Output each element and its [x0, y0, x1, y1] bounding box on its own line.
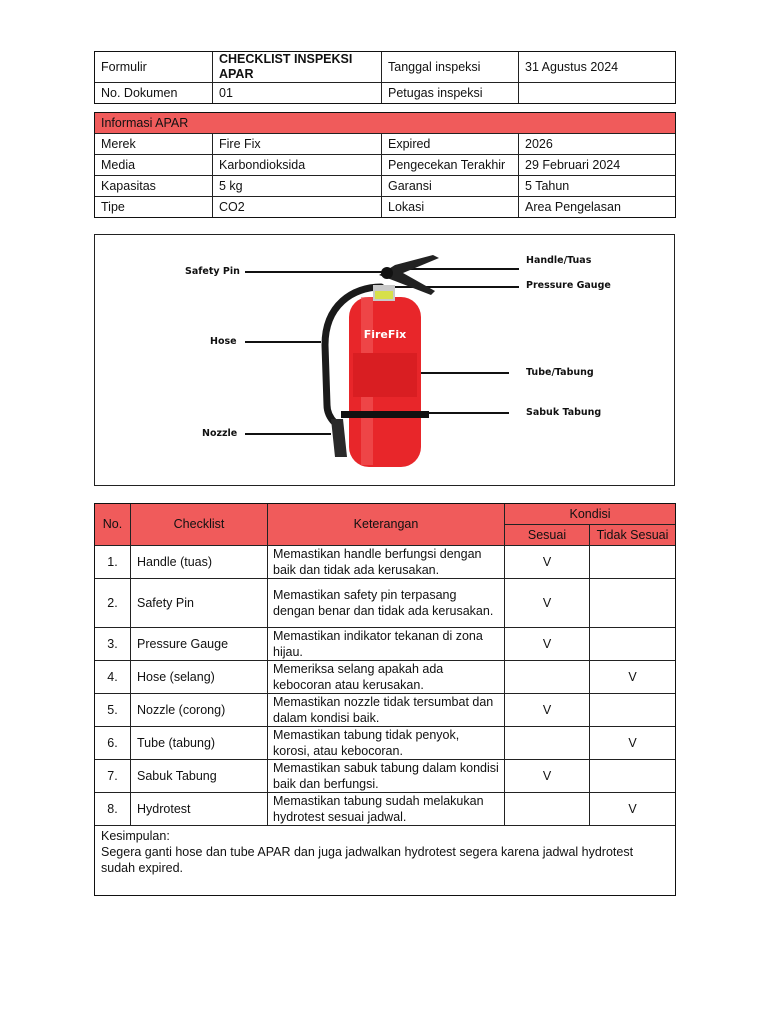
- table-row: [95, 793, 676, 826]
- row-desc: Memastikan safety pin terpasang dengan benar dan tidak ada kerusakan.: [268, 579, 505, 628]
- row-sesuai: V: [505, 760, 590, 793]
- table-row: [95, 546, 676, 579]
- row-item: Nozzle (corong): [131, 694, 268, 727]
- row-desc: Memastikan tabung tidak penyok, korosi, atau kebocoran.: [268, 727, 505, 760]
- table-row: [95, 628, 676, 661]
- row-desc: Memastikan indikator tekanan di zona hijau.: [268, 628, 505, 661]
- info-value-tipe: CO2: [213, 197, 382, 218]
- row-sesuai: [505, 727, 590, 760]
- info-label-tipe: Tipe: [95, 197, 213, 218]
- table-row: [95, 694, 676, 727]
- row-item: Pressure Gauge: [131, 628, 268, 661]
- label-no-dokumen: No. Dokumen: [95, 83, 213, 104]
- col-header-kondisi: Kondisi: [505, 504, 676, 525]
- col-header-no: No.: [95, 504, 131, 546]
- info-label-expired: Expired: [382, 134, 519, 155]
- row-tidak-sesuai: V: [590, 793, 676, 826]
- row-desc: Memastikan nozzle tidak tersumbat dan dalam kondisi baik.: [268, 694, 505, 727]
- row-item: Tube (tabung): [131, 727, 268, 760]
- row-item: Handle (tuas): [131, 546, 268, 579]
- row-no: 5.: [95, 694, 131, 727]
- row-item: Sabuk Tabung: [131, 760, 268, 793]
- row-no: 8.: [95, 793, 131, 826]
- label-handle: Handle/Tuas: [526, 255, 592, 266]
- info-label-garansi: Garansi: [382, 176, 519, 197]
- info-value-media: Karbondioksida: [213, 155, 382, 176]
- info-title-row: [95, 113, 676, 134]
- form-title: CHECKLIST INSPEKSI APAR: [213, 52, 382, 83]
- inspection-checklist-table: [94, 503, 676, 896]
- row-item: Hose (selang): [131, 661, 268, 694]
- header-row-dokumen: [95, 83, 676, 104]
- row-no: 1.: [95, 546, 131, 579]
- row-desc: Memastikan tabung sudah melakukan hydrotest sesuai jadwal.: [268, 793, 505, 826]
- row-desc: Memeriksa selang apakah ada kebocoran atau kerusakan.: [268, 661, 505, 694]
- label-nozzle: Nozzle: [202, 428, 238, 439]
- checklist-header-row: [95, 504, 676, 525]
- info-row: [95, 134, 676, 155]
- col-header-tidak-sesuai: Tidak Sesuai: [590, 525, 676, 546]
- col-header-sesuai: Sesuai: [505, 525, 590, 546]
- row-desc: Memastikan sabuk tabung dalam kondisi baik dan berfungsi.: [268, 760, 505, 793]
- info-value-expired: 2026: [519, 134, 676, 155]
- info-row: [95, 176, 676, 197]
- table-row: [95, 579, 676, 628]
- form-header-table: [94, 51, 676, 104]
- label-panel: [353, 353, 417, 397]
- row-sesuai: V: [505, 694, 590, 727]
- info-row: [95, 197, 676, 218]
- row-no: 2.: [95, 579, 131, 628]
- value-petugas-inspeksi: [519, 83, 676, 104]
- row-sesuai: V: [505, 546, 590, 579]
- info-value-lokasi: Area Pengelasan: [519, 197, 676, 218]
- info-value-merek: Fire Fix: [213, 134, 382, 155]
- info-value-garansi: 5 Tahun: [519, 176, 676, 197]
- label-formulir: Formulir: [95, 52, 213, 83]
- row-no: 4.: [95, 661, 131, 694]
- row-sesuai: V: [505, 628, 590, 661]
- info-section-title: Informasi APAR: [95, 113, 676, 134]
- row-tidak-sesuai: V: [590, 661, 676, 694]
- row-item: Hydrotest: [131, 793, 268, 826]
- info-label-kapasitas: Kapasitas: [95, 176, 213, 197]
- row-tidak-sesuai: [590, 628, 676, 661]
- table-row: [95, 661, 676, 694]
- brand-logo-text: FireFix: [363, 328, 407, 341]
- label-tanggal-inspeksi: Tanggal inspeksi: [382, 52, 519, 83]
- row-sesuai: V: [505, 579, 590, 628]
- row-item: Safety Pin: [131, 579, 268, 628]
- header-row-form: [95, 52, 676, 83]
- label-sabuk: Sabuk Tabung: [526, 407, 602, 418]
- extinguisher-diagram: [94, 234, 675, 486]
- info-value-kapasitas: 5 kg: [213, 176, 382, 197]
- belt-shape: [341, 411, 429, 418]
- row-tidak-sesuai: [590, 694, 676, 727]
- conclusion-text: Segera ganti hose dan tube APAR dan juga jadwalkan hydrotest segera karena jadwal hydrotest sudah expired.: [101, 845, 634, 875]
- label-safety-pin: Safety Pin: [185, 266, 240, 277]
- value-no-dokumen: 01: [213, 83, 382, 104]
- info-label-lokasi: Lokasi: [382, 197, 519, 218]
- info-value-pengecekan: 29 Februari 2024: [519, 155, 676, 176]
- pressure-gauge-shape: [381, 267, 393, 279]
- value-tanggal-inspeksi: 31 Agustus 2024: [519, 52, 676, 83]
- row-no: 6.: [95, 727, 131, 760]
- row-no: 7.: [95, 760, 131, 793]
- neck-band: [375, 291, 393, 299]
- col-header-keterangan: Keterangan: [268, 504, 505, 546]
- conclusion-title: Kesimpulan:: [101, 829, 170, 843]
- info-label-media: Media: [95, 155, 213, 176]
- row-tidak-sesuai: [590, 579, 676, 628]
- row-desc: Memastikan handle berfungsi dengan baik dan tidak ada kerusakan.: [268, 546, 505, 579]
- label-hose: Hose: [210, 336, 237, 347]
- col-header-checklist: Checklist: [131, 504, 268, 546]
- table-row: [95, 760, 676, 793]
- conclusion-row: [95, 826, 676, 896]
- label-pressure-gauge: Pressure Gauge: [526, 280, 611, 291]
- row-tidak-sesuai: [590, 546, 676, 579]
- info-label-merek: Merek: [95, 134, 213, 155]
- apar-info-table: [94, 112, 676, 218]
- label-tube: Tube/Tabung: [526, 367, 594, 378]
- row-no: 3.: [95, 628, 131, 661]
- table-row: [95, 727, 676, 760]
- label-petugas-inspeksi: Petugas inspeksi: [382, 83, 519, 104]
- row-tidak-sesuai: V: [590, 727, 676, 760]
- info-row: [95, 155, 676, 176]
- row-tidak-sesuai: [590, 760, 676, 793]
- info-label-pengecekan: Pengecekan Terakhir: [382, 155, 519, 176]
- row-sesuai: [505, 793, 590, 826]
- extinguisher-illustration: [95, 235, 676, 487]
- row-sesuai: [505, 661, 590, 694]
- nozzle-shape: [331, 419, 347, 457]
- conclusion-cell: [95, 826, 676, 896]
